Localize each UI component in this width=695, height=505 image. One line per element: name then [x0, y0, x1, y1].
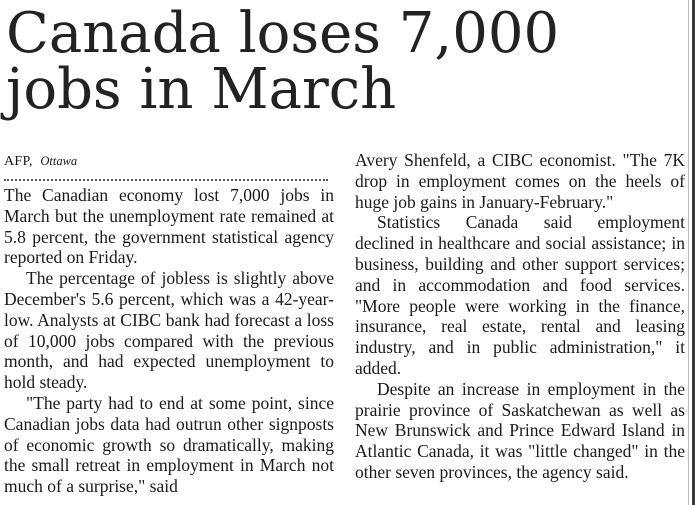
right-column	[355, 150, 685, 483]
paragraph: Statistics Canada said employment declined in healthcare and social assistance; in business, building and other support services; and in accommodation and food services. "More people were working in the finance, insurance, real estate, rental and leasing industry, and in public administration," it added.	[355, 212, 685, 378]
dotted-divider	[4, 179, 328, 181]
byline	[4, 150, 334, 173]
left-column	[4, 150, 334, 497]
headline: Canada loses 7,000 jobs in March	[6, 1, 560, 122]
paragraph: Avery Shenfeld, a CIBC economist. "The 7K drop in employment comes on the heels of huge job gains in January-February."	[355, 150, 685, 212]
paragraph: Despite an increase in employment in the prairie province of Saskatchewan as well as New Brunswick and Prince Edward Island in Atlantic Canada, it was "little changed" in the other seven provinces, the agency said.	[355, 378, 685, 482]
byline-location: Ottawa	[40, 154, 78, 168]
paragraph: The percentage of jobless is slightly above December's 5.6 percent, which was a 42-year-low. Analysts at CIBC bank had forecast a loss of 10,000 jobs compared with the previous month, and had expected unemployment to hold steady.	[4, 268, 334, 393]
byline-agency: AFP,	[4, 154, 33, 169]
paragraph: The Canadian economy lost 7,000 jobs in March but the unemployment rate remained at 5.8 percent, the government statistical agency reported on Friday.	[4, 185, 334, 268]
paragraph: "The party had to end at some point, since Canadian jobs data had outrun other signposts of economic growth so dramatically, making the small retreat in employment in March not much of a surprise," said	[4, 392, 334, 497]
scan-edge-line	[688, 0, 689, 505]
